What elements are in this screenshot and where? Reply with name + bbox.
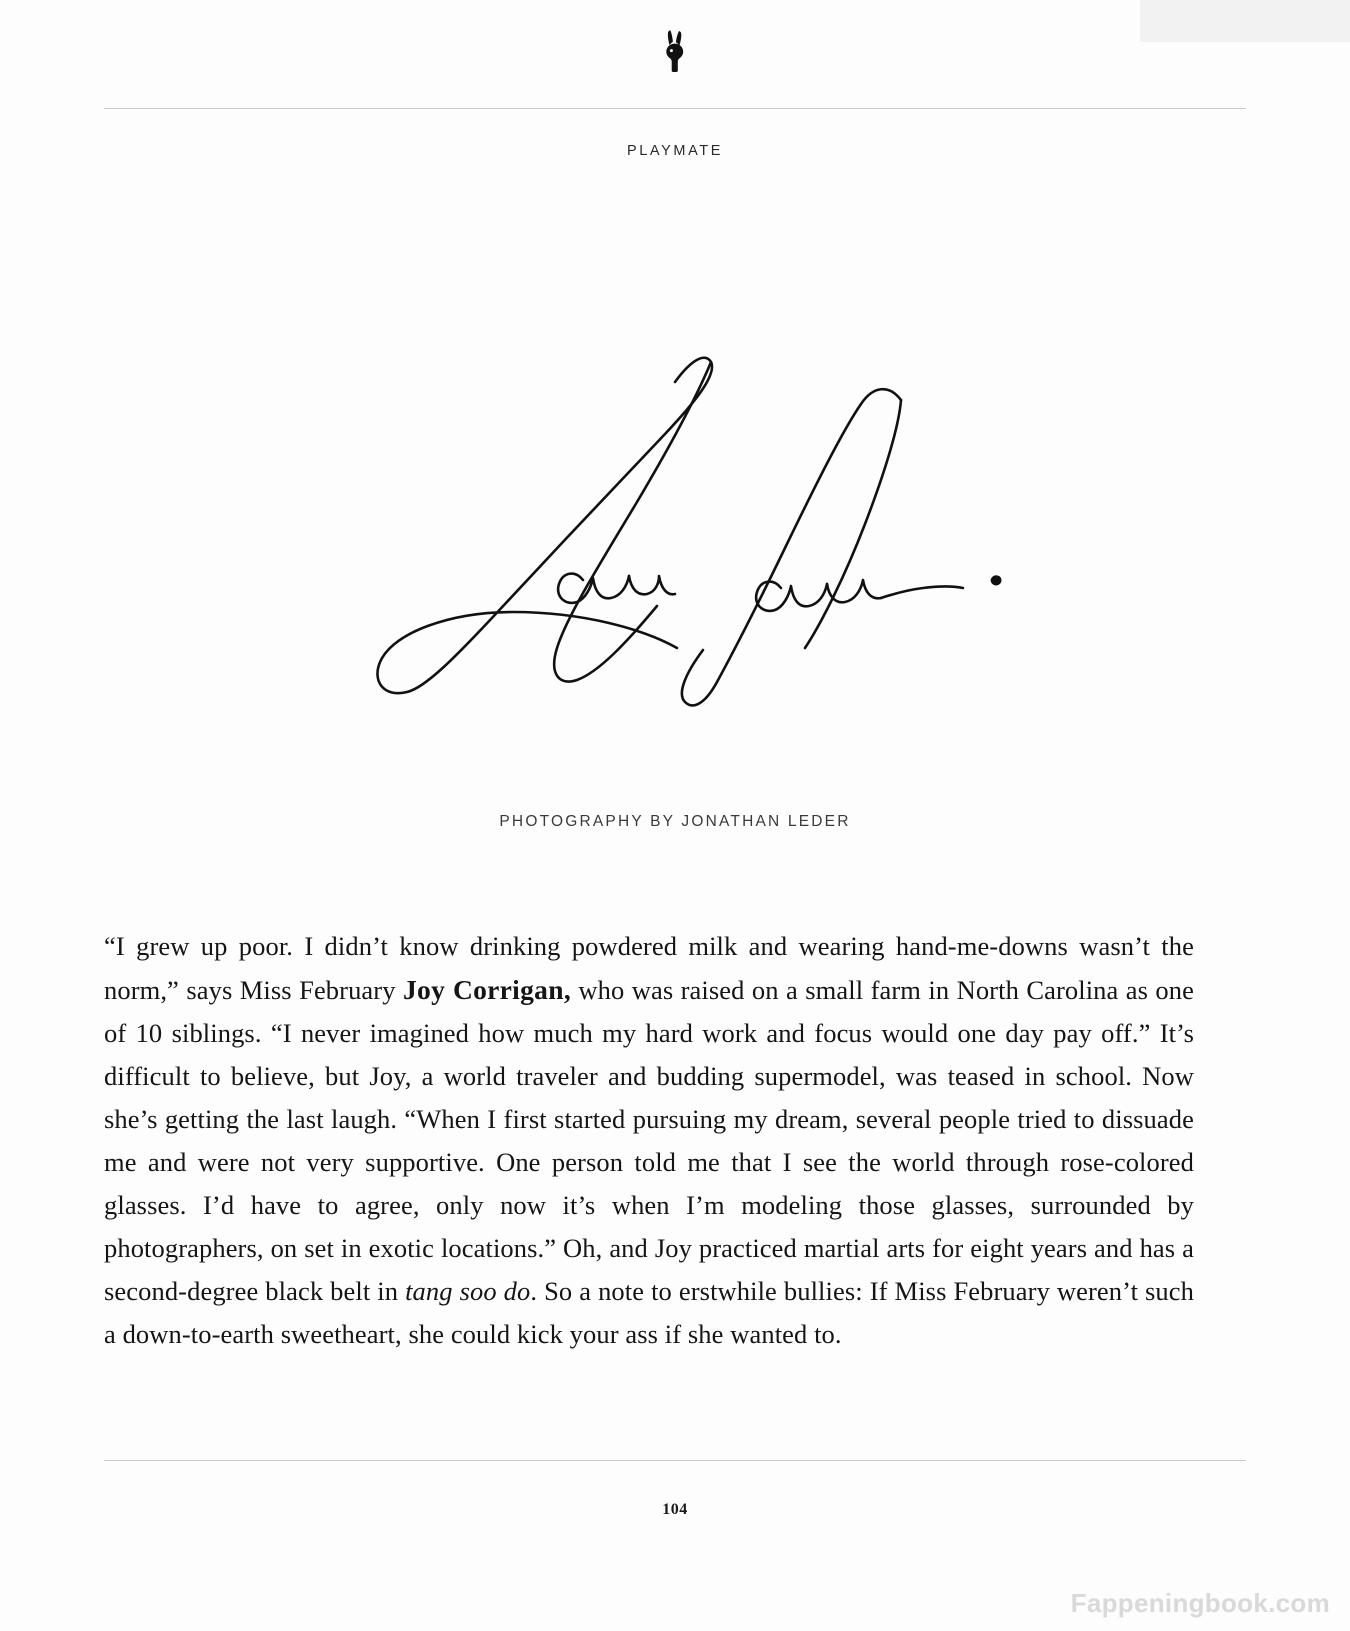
playboy-bunny-logo — [0, 28, 1350, 79]
article-text-part-3: . So a note to erstwhile bullies: If Miss February weren’t such a down-to-earth sweetheart, she could kick your ass if she wanted to. — [104, 1276, 1194, 1349]
top-divider — [104, 108, 1246, 109]
handwritten-signature-icon — [345, 330, 1005, 730]
article-text-part-2: who was raised on a small farm in North Carolina as one of 10 siblings. “I never imagined how much my hard work and focus would one day pay off.” It’s difficult to believe, but Joy, a world traveler and budding supermodel, was teased in school. Now she’s getting the last laugh. “When I first started pursuing my dream, several people tried to dissuade me and were not very supportive. One person told me that I see the world through rose-colored glasses. I’d have to agree, only now it’s when I’m modeling those glasses, surrounded by photographers, on set in exotic locations.” Oh, and Joy practiced martial arts for eight years and has a second-degree black belt in — [104, 975, 1194, 1306]
bottom-divider — [104, 1460, 1246, 1461]
italic-term: tang soo do — [405, 1276, 531, 1306]
article-text-part-1: “I grew up poor. I didn’t know drinking powdered milk and wearing hand-me-downs wasn’t the norm,” says Miss February — [104, 931, 1194, 1005]
signature-image — [0, 330, 1350, 735]
watermark-text: Fappeningbook.com — [1070, 1588, 1330, 1618]
page-kicker: PLAYMATE — [626, 143, 723, 159]
playmate-name: Joy Corrigan, — [402, 974, 571, 1005]
playboy-bunny-icon — [655, 61, 695, 78]
page-number: 104 — [662, 1501, 688, 1518]
article-body — [104, 925, 1194, 1356]
photography-credit: PHOTOGRAPHY BY JONATHAN LEDER — [499, 813, 851, 830]
